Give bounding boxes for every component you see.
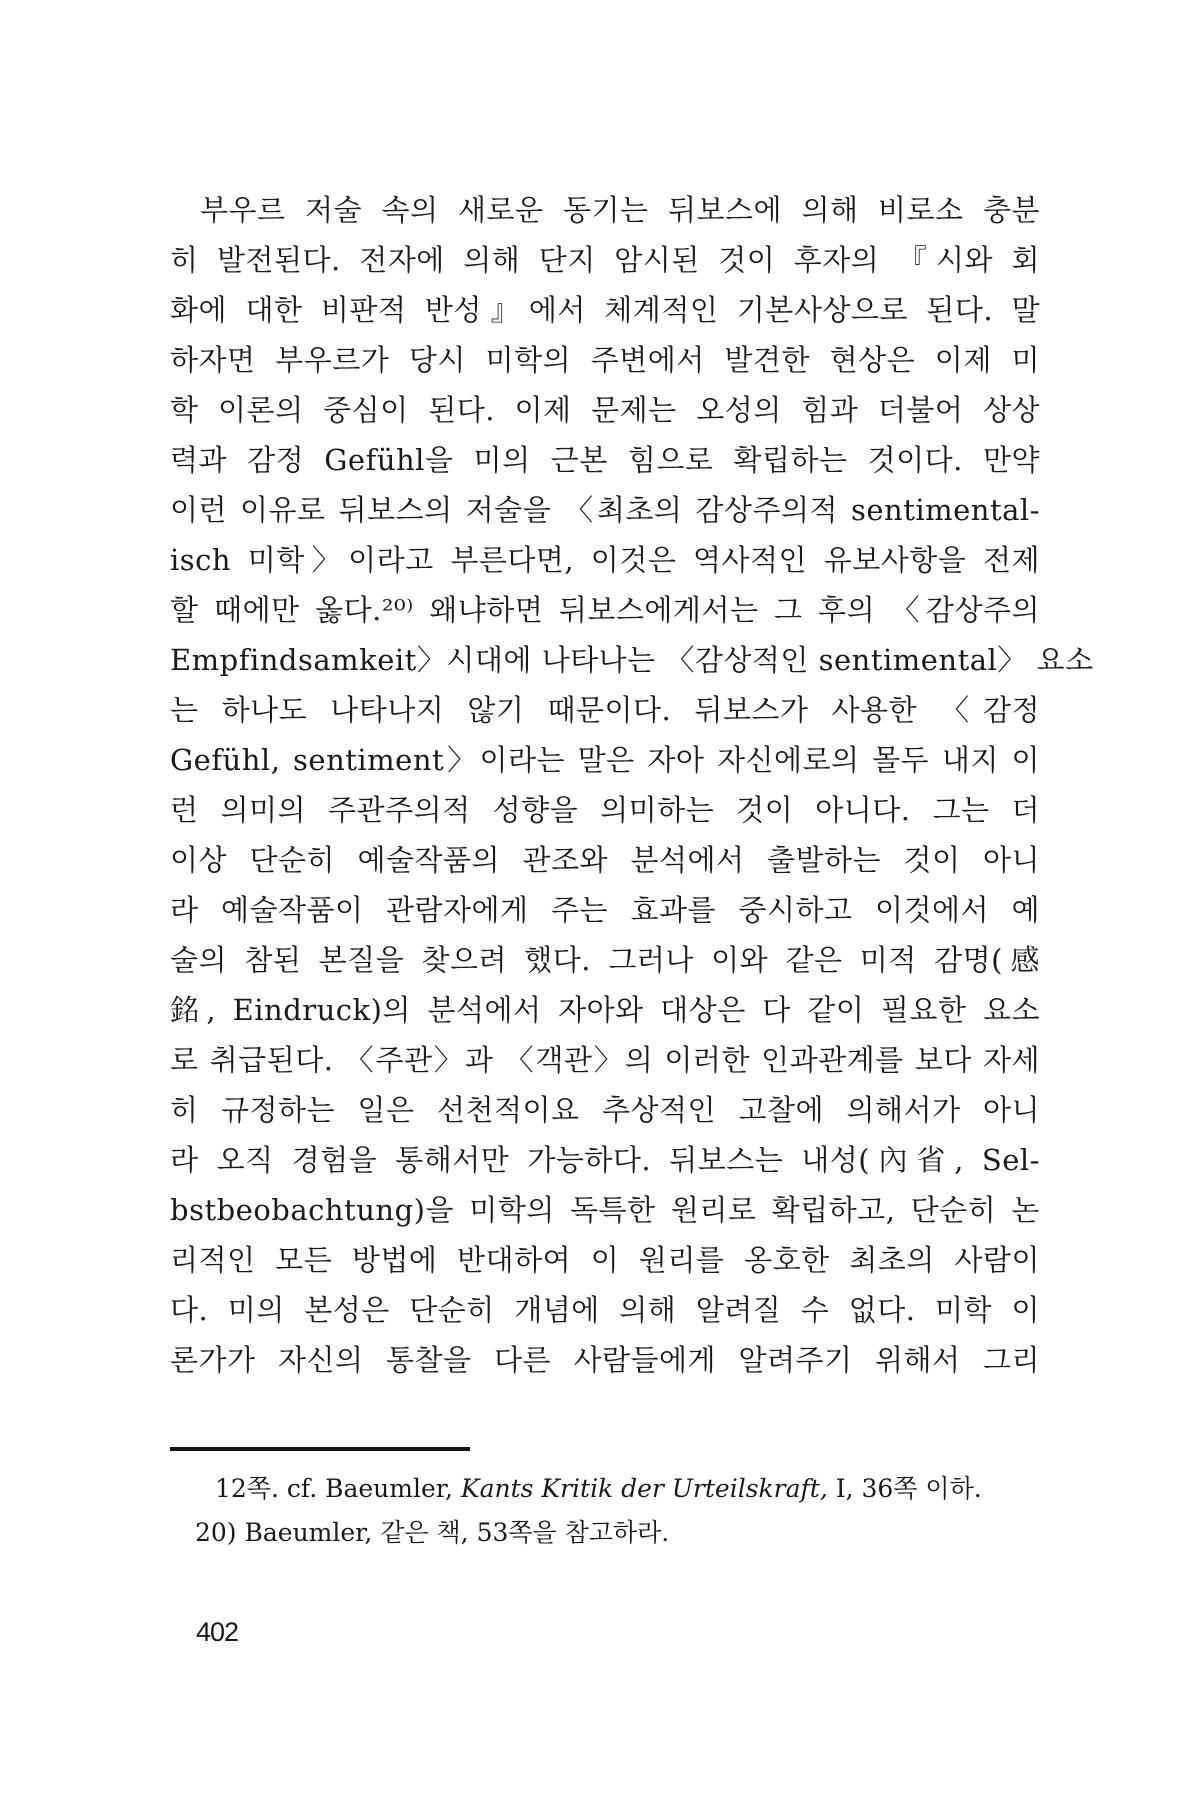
text-line: 할 때에만 옳다.²⁰⁾ 왜냐하면 뒤보스에게서는 그 후의 〈감상주의	[170, 593, 1040, 627]
text-line: 라 예술작품이 관람자에게 주는 효과를 중시하고 이것에서 예	[170, 893, 1040, 927]
text-line: 술의 참된 본질을 찾으려 했다. 그러나 이와 같은 미적 감명(感	[170, 943, 1040, 977]
text-line: 런 의미의 주관주의적 성향을 의미하는 것이 아니다. 그는 더	[170, 793, 1040, 827]
text-line: 학 이론의 중심이 된다. 이제 문제는 오성의 힘과 더불어 상상	[170, 393, 1040, 427]
footnotes	[195, 1467, 995, 1555]
text-line: 로 취급된다. 〈주관〉과 〈객관〉의 이러한 인과관계를 보다 자세	[170, 1043, 1040, 1077]
footnote-20: 20) Baeumler, 같은 책, 53쪽을 참고하라.	[195, 1518, 670, 1547]
text-line: Gefühl, sentiment〉이라는 말은 자아 자신에로의 몰두 내지 이	[170, 743, 1040, 777]
text-line: 銘, Eindruck)의 분석에서 자아와 대상은 다 같이 필요한 요소	[170, 993, 1040, 1027]
text-line: 이상 단순히 예술작품의 관조와 분석에서 출발하는 것이 아니	[170, 843, 1040, 877]
footnote-text: 12쪽. cf. Baeumler,	[215, 1474, 461, 1503]
text-line: 히 규정하는 일은 선천적이요 추상적인 고찰에 의해서가 아니	[170, 1093, 1040, 1127]
footnote-book-title: Kants Kritik der Urteilskraft,	[460, 1474, 828, 1503]
footnote-continuation	[195, 1467, 995, 1511]
text-line: isch 미학〉이라고 부른다면, 이것은 역사적인 유보사항을 전제	[170, 543, 1040, 577]
body-paragraph	[170, 185, 1094, 1385]
text-line: 하자면 부우르가 당시 미학의 주변에서 발견한 현상은 이제 미	[170, 343, 1040, 377]
text-line: 이런 이유로 뒤보스의 저술을 〈최초의 감상주의적 sentimental-	[170, 493, 1040, 527]
text-line: 다. 미의 본성은 단순히 개념에 의해 알려질 수 없다. 미학 이	[170, 1293, 1040, 1327]
text-line: 론가가 자신의 통찰을 다른 사람들에게 알려주기 위해서 그리	[170, 1343, 1040, 1377]
text-line: bstbeobachtung)을 미학의 독특한 원리로 확립하고, 단순히 논	[170, 1193, 1040, 1227]
footnote-text: I, 36쪽 이하.	[827, 1474, 982, 1503]
page-number: 402	[196, 1617, 239, 1647]
text-line: 히 발전된다. 전자에 의해 단지 암시된 것이 후자의 『시와 회	[170, 243, 1040, 277]
text-line: Empfindsamkeit〉시대에 나타나는 〈감상적인 sentimental〉 요소	[170, 643, 1094, 677]
text-line: 부우르 저술 속의 새로운 동기는 뒤보스에 의해 비로소 충분	[200, 193, 1040, 227]
text-line: 화에 대한 비판적 반성』에서 체계적인 기본사상으로 된다. 말	[170, 293, 1040, 327]
text-line: 는 하나도 나타나지 않기 때문이다. 뒤보스가 사용한 〈감정	[170, 693, 1040, 727]
text-line: 라 오직 경험을 통해서만 가능하다. 뒤보스는 내성(內省, Sel-	[170, 1143, 1040, 1177]
footnote-separator	[170, 1447, 470, 1451]
text-line: 력과 감정 Gefühl을 미의 근본 힘으로 확립하는 것이다. 만약	[170, 443, 1040, 477]
text-line: 리적인 모든 방법에 반대하여 이 원리를 옹호한 최초의 사람이	[170, 1243, 1040, 1277]
